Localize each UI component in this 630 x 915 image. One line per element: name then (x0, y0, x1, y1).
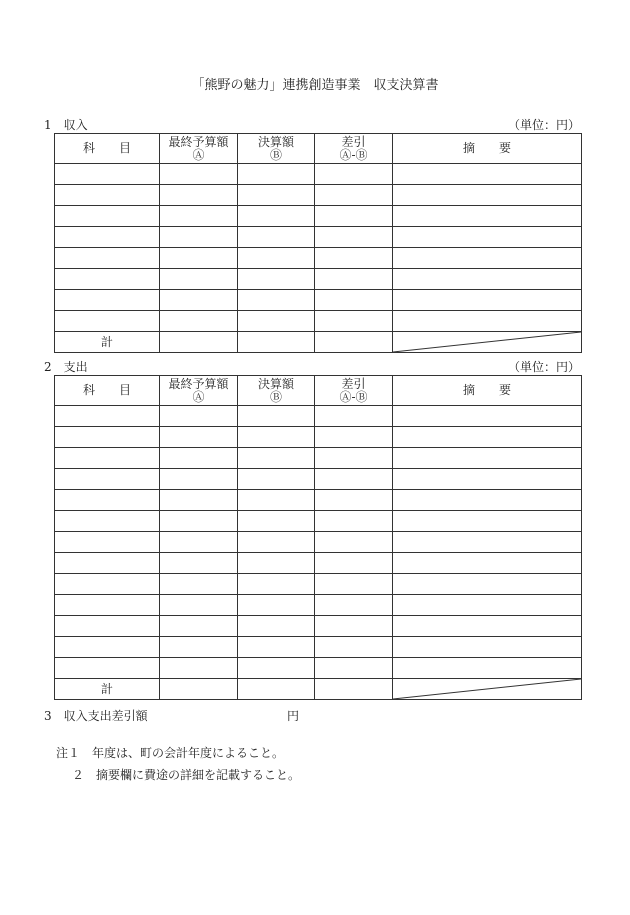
header-difference-mark: Ⓐ-Ⓑ (339, 147, 368, 162)
header-budget-mark: Ⓐ (192, 389, 205, 404)
total-label: 計 (55, 679, 160, 700)
cell-difference[interactable] (315, 532, 393, 553)
cell-settlement[interactable] (238, 490, 315, 511)
total-label: 計 (55, 332, 160, 353)
table-row (55, 616, 582, 637)
note-2: ２ 摘要欄に費途の詳細を記載すること。 (72, 768, 301, 782)
note-1: 注１ 年度は、町の会計年度によること。 (56, 746, 285, 760)
header-difference-label: 差引 (341, 376, 366, 391)
cell-budget[interactable] (160, 227, 238, 248)
cell-budget[interactable] (160, 164, 238, 185)
cell-subject[interactable] (55, 637, 160, 658)
header-summary: 摘 要 (393, 134, 582, 164)
header-settlement-mark: Ⓑ (269, 389, 282, 404)
cell-subject[interactable] (55, 490, 160, 511)
header-settlement-label: 決算額 (257, 376, 294, 391)
cell-summary[interactable] (393, 490, 582, 511)
header-budget-label: 最終予算額 (168, 376, 229, 391)
cell-budget[interactable] (160, 574, 238, 595)
cell-budget[interactable] (160, 532, 238, 553)
cell-subject[interactable] (55, 595, 160, 616)
cell-difference[interactable] (315, 637, 393, 658)
table-row (55, 532, 582, 553)
cell-difference[interactable] (315, 427, 393, 448)
cell-summary[interactable] (393, 269, 582, 290)
cell-subject[interactable] (55, 448, 160, 469)
table-row (55, 269, 582, 290)
cell-budget[interactable] (160, 427, 238, 448)
total-difference[interactable] (315, 679, 393, 700)
cell-difference[interactable] (315, 511, 393, 532)
cell-settlement[interactable] (238, 469, 315, 490)
cell-subject[interactable] (55, 553, 160, 574)
cell-summary[interactable] (393, 164, 582, 185)
cell-difference[interactable] (315, 406, 393, 427)
cell-summary[interactable] (393, 637, 582, 658)
cell-summary[interactable] (393, 311, 582, 332)
cell-difference[interactable] (315, 311, 393, 332)
cell-subject[interactable] (55, 511, 160, 532)
cell-subject[interactable] (55, 574, 160, 595)
expense-heading: 2 支出 (44, 360, 88, 374)
cell-settlement[interactable] (238, 248, 315, 269)
cell-budget[interactable] (160, 248, 238, 269)
cell-summary[interactable] (393, 248, 582, 269)
header-settlement-mark: Ⓑ (269, 147, 282, 162)
cell-settlement[interactable] (238, 164, 315, 185)
table-row (55, 311, 582, 332)
cell-settlement[interactable] (238, 595, 315, 616)
table-row (55, 206, 582, 227)
cell-difference[interactable] (315, 185, 393, 206)
cell-difference[interactable] (315, 269, 393, 290)
table-row (55, 490, 582, 511)
expense-unit-label: （単位：円） (507, 360, 580, 374)
cell-summary[interactable] (393, 595, 582, 616)
table-header-row (55, 134, 582, 164)
cell-difference[interactable] (315, 616, 393, 637)
diagonal-line (393, 332, 581, 352)
expense-table (54, 375, 582, 700)
cell-difference[interactable] (315, 227, 393, 248)
header-difference-mark: Ⓐ-Ⓑ (339, 389, 368, 404)
cell-summary[interactable] (393, 448, 582, 469)
header-subject: 科 目 (55, 376, 160, 406)
table-row (55, 658, 582, 679)
cell-budget[interactable] (160, 553, 238, 574)
cell-budget[interactable] (160, 269, 238, 290)
cell-summary[interactable] (393, 290, 582, 311)
income-heading: 1 収入 (44, 118, 88, 132)
cell-difference[interactable] (315, 490, 393, 511)
cell-summary[interactable] (393, 185, 582, 206)
cell-difference[interactable] (315, 448, 393, 469)
cell-budget[interactable] (160, 595, 238, 616)
cell-difference[interactable] (315, 290, 393, 311)
cell-difference[interactable] (315, 574, 393, 595)
header-settlement (238, 134, 315, 164)
cell-settlement[interactable] (238, 269, 315, 290)
cell-summary[interactable] (393, 469, 582, 490)
total-settlement[interactable] (238, 332, 315, 353)
income-unit-label: （単位：円） (507, 118, 580, 132)
cell-budget[interactable] (160, 616, 238, 637)
cell-difference[interactable] (315, 164, 393, 185)
cell-settlement[interactable] (238, 185, 315, 206)
table-row (55, 185, 582, 206)
cell-budget[interactable] (160, 290, 238, 311)
table-row (55, 227, 582, 248)
cell-budget[interactable] (160, 637, 238, 658)
table-header-row (55, 376, 582, 406)
total-summary-crossed (393, 679, 582, 700)
cell-budget[interactable] (160, 185, 238, 206)
total-budget[interactable] (160, 332, 238, 353)
table-row (55, 511, 582, 532)
cell-subject[interactable] (55, 658, 160, 679)
cell-subject[interactable] (55, 269, 160, 290)
total-summary-crossed (393, 332, 582, 353)
cell-summary[interactable] (393, 532, 582, 553)
header-summary: 摘 要 (393, 376, 582, 406)
table-row (55, 290, 582, 311)
total-settlement[interactable] (238, 679, 315, 700)
cell-summary[interactable] (393, 406, 582, 427)
total-difference[interactable] (315, 332, 393, 353)
document-title: 「熊野の魅力」連携創造事業 収支決算書 (191, 78, 439, 93)
table-row (55, 637, 582, 658)
cell-summary[interactable] (393, 616, 582, 637)
table-row (55, 553, 582, 574)
cell-subject[interactable] (55, 290, 160, 311)
cell-summary[interactable] (393, 206, 582, 227)
cell-summary[interactable] (393, 553, 582, 574)
cell-subject[interactable] (55, 406, 160, 427)
header-budget (160, 134, 238, 164)
cell-budget[interactable] (160, 658, 238, 679)
table-row (55, 164, 582, 185)
income-table (54, 133, 582, 353)
header-budget (160, 376, 238, 406)
cell-settlement[interactable] (238, 427, 315, 448)
header-settlement-label: 決算額 (257, 134, 294, 149)
table-row (55, 574, 582, 595)
cell-settlement[interactable] (238, 637, 315, 658)
cell-difference[interactable] (315, 469, 393, 490)
total-row (55, 332, 582, 353)
cell-difference[interactable] (315, 206, 393, 227)
cell-subject[interactable] (55, 469, 160, 490)
cell-settlement[interactable] (238, 311, 315, 332)
cell-settlement[interactable] (238, 406, 315, 427)
balance-label: 3 収入支出差引額 (44, 709, 148, 723)
cell-subject[interactable] (55, 248, 160, 269)
header-difference-label: 差引 (341, 134, 366, 149)
cell-difference[interactable] (315, 595, 393, 616)
cell-settlement[interactable] (238, 532, 315, 553)
header-subject: 科 目 (55, 134, 160, 164)
cell-settlement[interactable] (238, 616, 315, 637)
cell-settlement[interactable] (238, 206, 315, 227)
cell-subject[interactable] (55, 185, 160, 206)
diagonal-line (393, 679, 581, 699)
cell-budget[interactable] (160, 311, 238, 332)
total-budget[interactable] (160, 679, 238, 700)
cell-budget[interactable] (160, 490, 238, 511)
total-row (55, 679, 582, 700)
cell-budget[interactable] (160, 448, 238, 469)
cell-settlement[interactable] (238, 448, 315, 469)
cell-settlement[interactable] (238, 574, 315, 595)
cell-settlement[interactable] (238, 553, 315, 574)
cell-summary[interactable] (393, 427, 582, 448)
cell-difference[interactable] (315, 553, 393, 574)
cell-subject[interactable] (55, 616, 160, 637)
cell-summary[interactable] (393, 227, 582, 248)
cell-settlement[interactable] (238, 658, 315, 679)
cell-subject[interactable] (55, 427, 160, 448)
cell-subject[interactable] (55, 227, 160, 248)
cell-subject[interactable] (55, 532, 160, 553)
cell-budget[interactable] (160, 469, 238, 490)
header-settlement (238, 376, 315, 406)
table-row (55, 469, 582, 490)
table-row (55, 595, 582, 616)
cell-settlement[interactable] (238, 227, 315, 248)
table-row (55, 248, 582, 269)
balance-unit: 円 (287, 709, 300, 723)
cell-budget[interactable] (160, 406, 238, 427)
cell-budget[interactable] (160, 206, 238, 227)
cell-difference[interactable] (315, 658, 393, 679)
cell-budget[interactable] (160, 511, 238, 532)
cell-subject[interactable] (55, 164, 160, 185)
header-budget-mark: Ⓐ (192, 147, 205, 162)
cell-summary[interactable] (393, 574, 582, 595)
table-row (55, 427, 582, 448)
header-difference (315, 376, 393, 406)
cell-settlement[interactable] (238, 511, 315, 532)
header-budget-label: 最終予算額 (168, 134, 229, 149)
cell-summary[interactable] (393, 658, 582, 679)
header-difference (315, 134, 393, 164)
cell-difference[interactable] (315, 248, 393, 269)
table-row (55, 406, 582, 427)
cell-settlement[interactable] (238, 290, 315, 311)
table-row (55, 448, 582, 469)
cell-subject[interactable] (55, 206, 160, 227)
cell-subject[interactable] (55, 311, 160, 332)
cell-summary[interactable] (393, 511, 582, 532)
